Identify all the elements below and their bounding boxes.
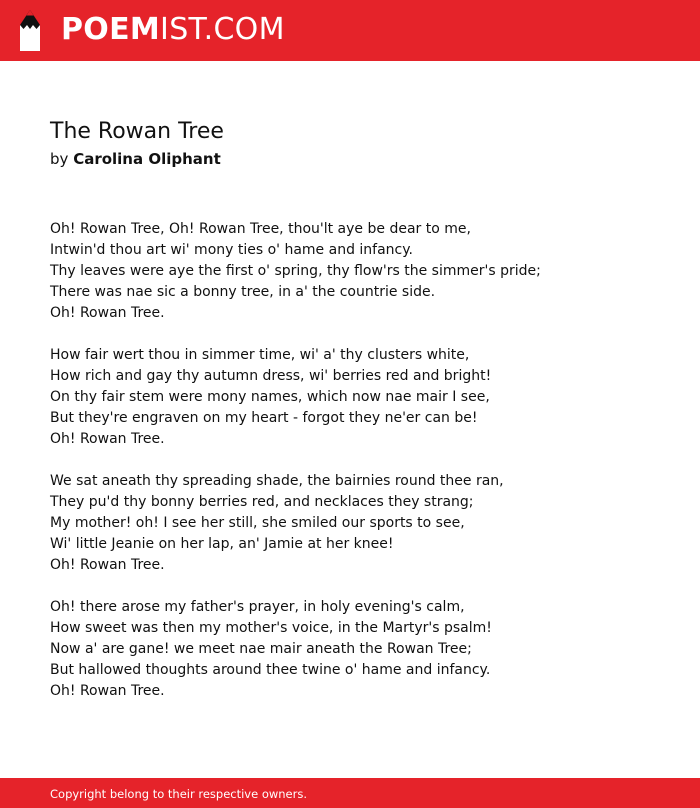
poem-line: On thy fair stem were mony names, which now nae mair I see, xyxy=(50,389,490,405)
logo-light-text: IST.COM xyxy=(160,12,285,47)
by-label: by xyxy=(50,150,69,168)
site-header xyxy=(0,0,700,61)
poem-line: Wi' little Jeanie on her lap, an' Jamie at her knee! xyxy=(50,536,394,552)
poem-line: They pu'd thy bonny berries red, and necklaces they strang; xyxy=(50,494,474,510)
stanza xyxy=(50,597,670,702)
poem-line: Oh! there arose my father's prayer, in holy evening's calm, xyxy=(50,599,465,615)
site-footer xyxy=(0,778,700,808)
poem-content xyxy=(50,117,670,723)
poem-line: Oh! Rowan Tree. xyxy=(50,557,165,573)
poem-line: Oh! Rowan Tree, Oh! Rowan Tree, thou'lt aye be dear to me, xyxy=(50,221,471,237)
poem-line: Intwin'd thou art wi' mony ties o' hame and infancy. xyxy=(50,242,413,258)
stanza xyxy=(50,345,670,450)
poem-line: Oh! Rowan Tree. xyxy=(50,431,165,447)
poem-line: Oh! Rowan Tree. xyxy=(50,305,165,321)
author-name[interactable]: Carolina Oliphant xyxy=(73,150,221,168)
poem-title: The Rowan Tree xyxy=(50,119,224,144)
poem-line: But hallowed thoughts around thee twine o' hame and infancy. xyxy=(50,662,491,678)
poem-line: How rich and gay thy autumn dress, wi' berries red and bright! xyxy=(50,368,492,384)
copyright-notice: Copyright belong to their respective owners. xyxy=(50,787,308,801)
poem-line: How sweet was then my mother's voice, in the Martyr's psalm! xyxy=(50,620,492,636)
poem-line: There was nae sic a bonny tree, in a' the countrie side. xyxy=(50,284,436,300)
poem-line: Oh! Rowan Tree. xyxy=(50,683,165,699)
site-logo[interactable] xyxy=(61,12,285,48)
logo-bold-text: POEM xyxy=(61,12,161,47)
poem-line: My mother! oh! I see her still, she smiled our sports to see, xyxy=(50,515,465,531)
poem-line: But they're engraven on my heart - forgot they ne'er can be! xyxy=(50,410,478,426)
poem-body xyxy=(50,219,670,702)
poem-line: We sat aneath thy spreading shade, the bairnies round thee ran, xyxy=(50,473,504,489)
byline xyxy=(50,147,670,171)
poem-line: How fair wert thou in simmer time, wi' a' thy clusters white, xyxy=(50,347,470,363)
pencil-tip-icon[interactable] xyxy=(18,10,42,51)
stanza xyxy=(50,471,670,576)
poem-line: Now a' are gane! we meet nae mair aneath the Rowan Tree; xyxy=(50,641,472,657)
stanza xyxy=(50,219,670,324)
poem-line: Thy leaves were aye the first o' spring, thy flow'rs the simmer's pride; xyxy=(50,263,541,279)
